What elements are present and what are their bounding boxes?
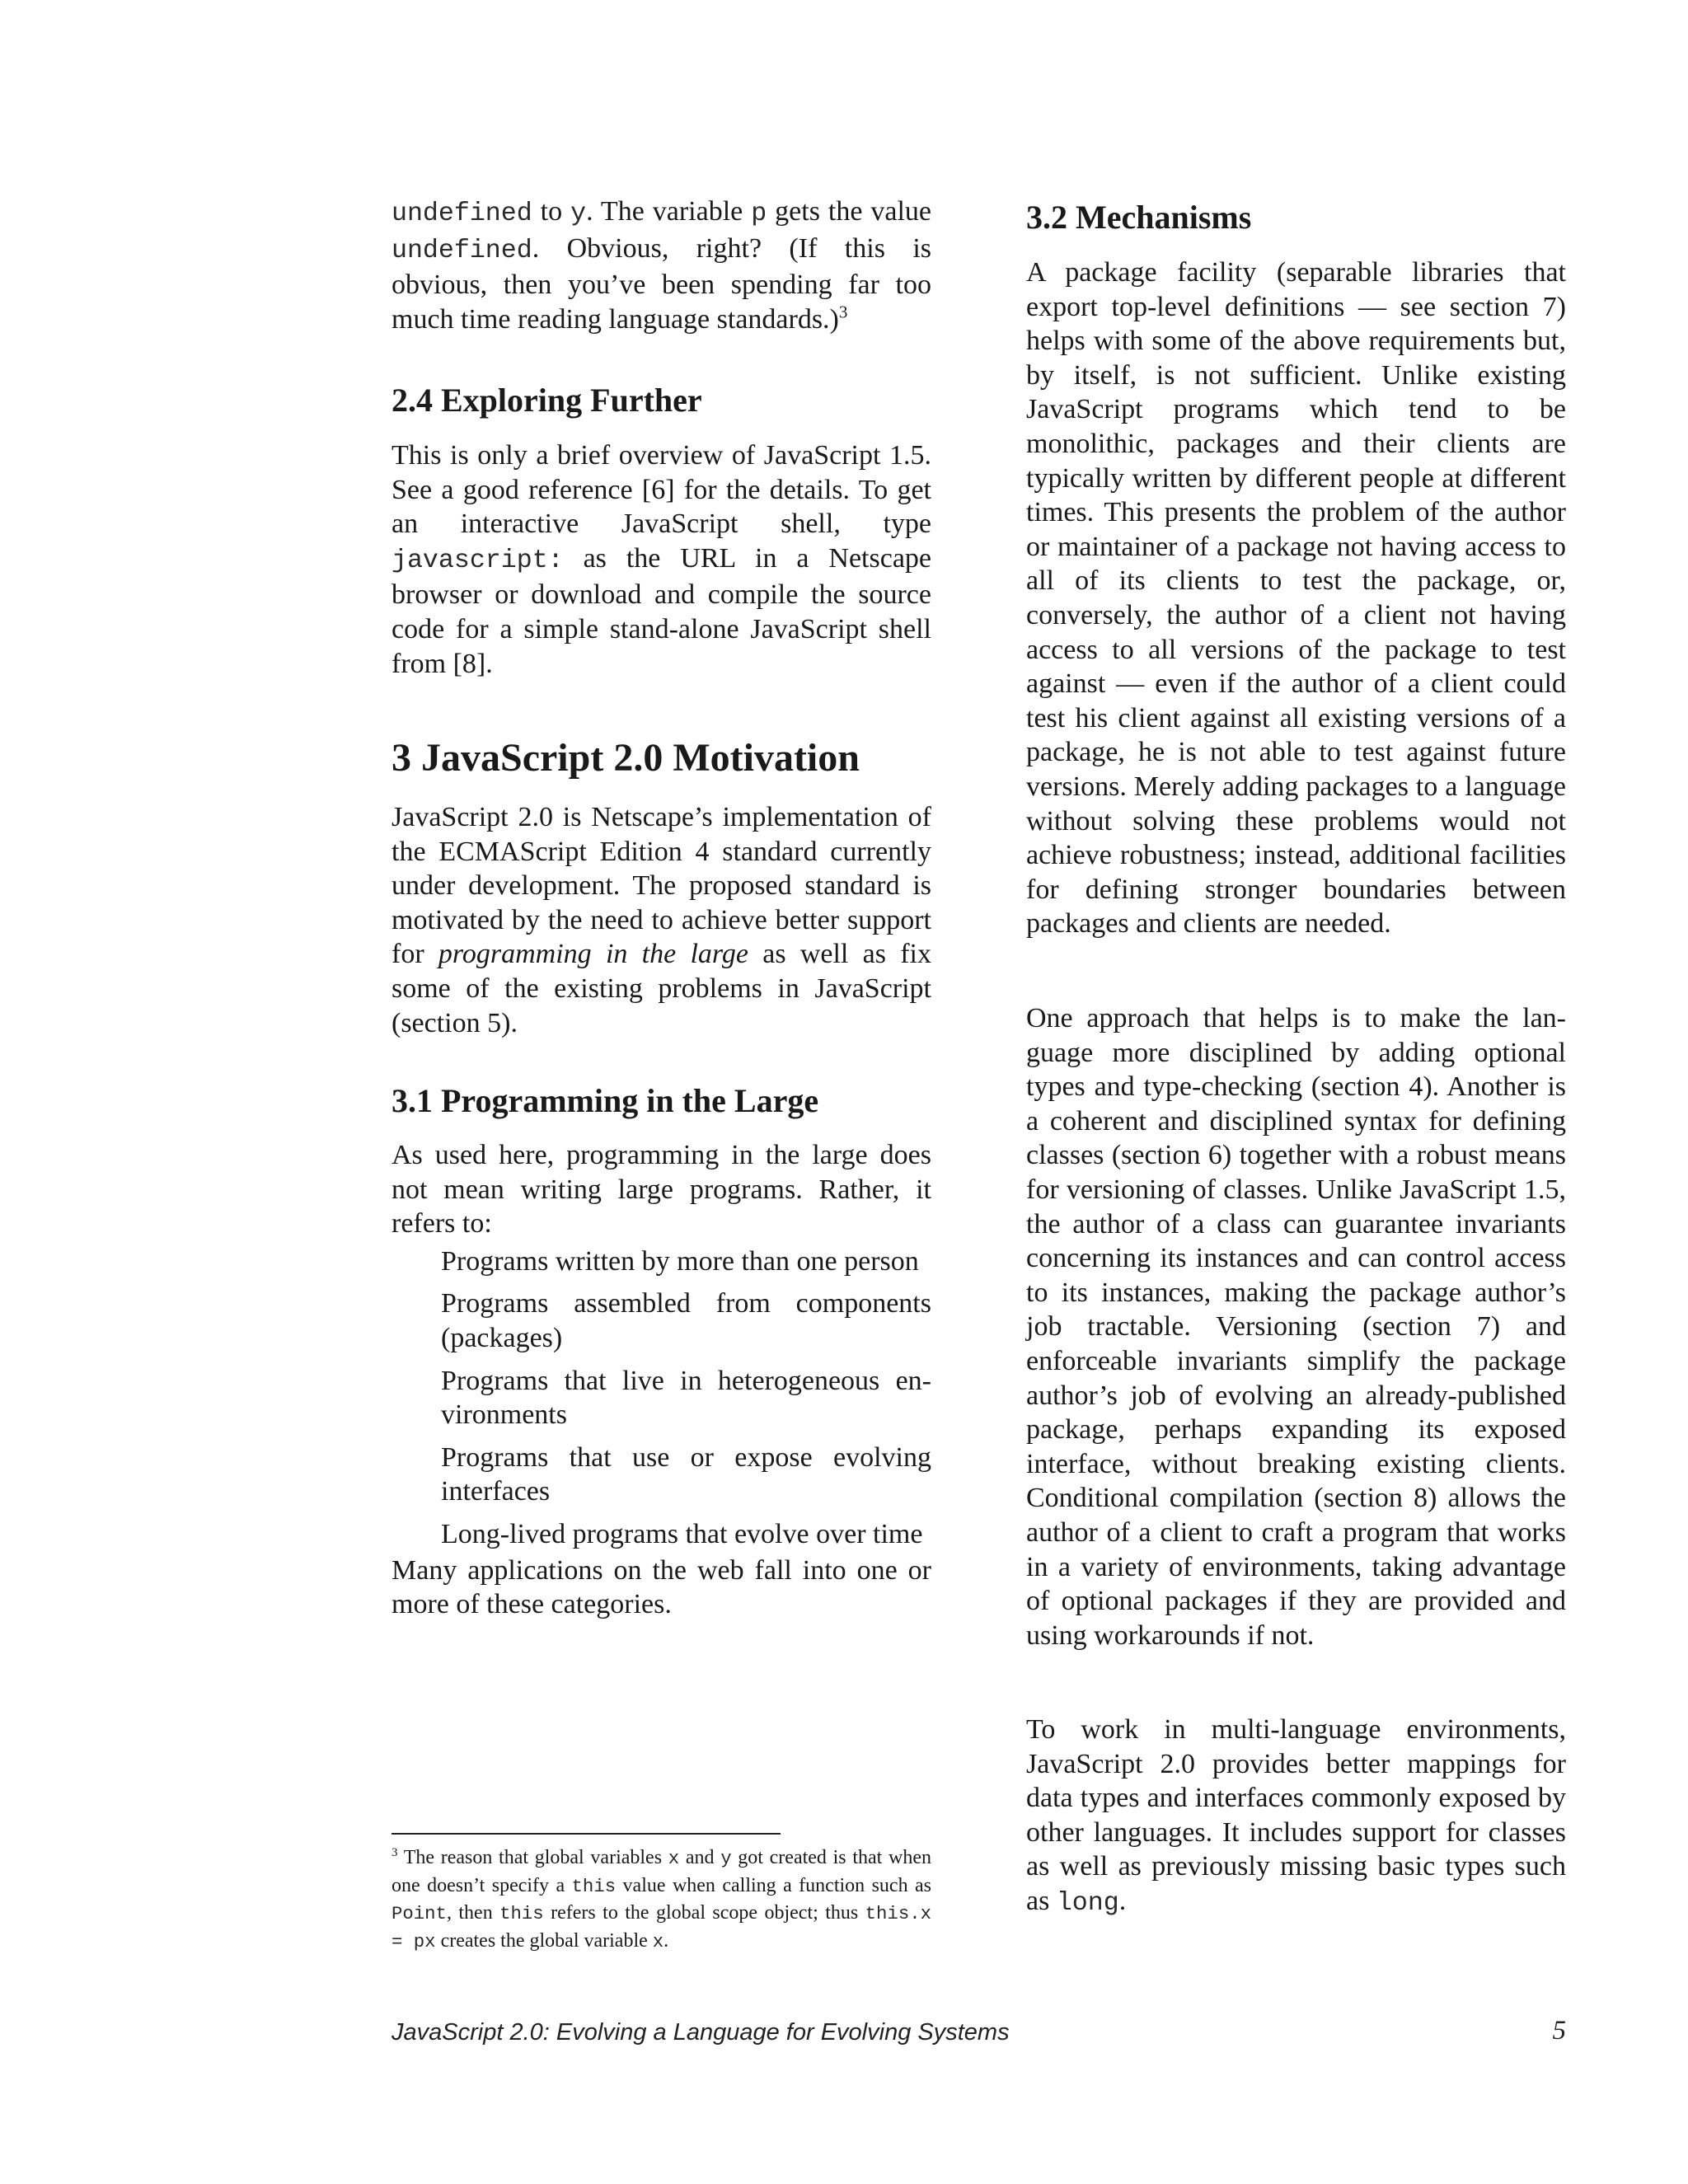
code-undefined: undefined: [392, 236, 532, 265]
footnote-divider: [392, 1833, 781, 1835]
section-3-1-outro: Many applications on the web fall into one or more of these categories.: [392, 1554, 931, 1620]
running-footer-title: JavaScript 2.0: Evolving a Language for Evolving Systems: [392, 2019, 1010, 2046]
footnote-number: 3: [392, 1846, 398, 1859]
section-3-2-paragraph-1: A package facility (separable libraries that export top-level definitions — see section 7) helps with some of the above requirements but, by itself, is not sufficient. Unlike existing JavaScript programs which tend to be monolithic, packages and their clients are typically written by different people at different times. This presents the problem of the author or maintainer of a package not having access to all of its clients to test the package, or, conversely, the author of a client not having access to all versions of the package to test against — even if the author of a client could test his client against all existing versions of a package, he is not able to test against future versions. Merely adding packages to a language without solving these problems would not achieve robustness; instead, additional facilities for defining stronger boundaries between packages and clients are needed.: [1026, 257, 1566, 940]
section-3-2-paragraph-3: To work in multi-language environments, JavaScript 2.0 provides better mappings for data types and interfaces commonly exposed by other languages. It includes support for classes as well as previously missing basic types such as long.: [1026, 1714, 1566, 1918]
section-2-4-paragraph: This is only a brief overview of JavaScript 1.5. See a good reference [6] for the details. To get an interactive JavaScript shell, type javascript: as the URL in a Netscape browser or download and compile the source code for a simple stand-alone JavaScript shell from [8].: [392, 440, 931, 679]
list-item: Long-lived programs that evolve over time: [441, 1518, 923, 1549]
section-3-heading: 3 JavaScript 2.0 Motivation: [392, 736, 860, 780]
section-3-2-paragraph-2: One approach that helps is to make the language more disciplined by adding optional types and type-checking (section 4). Another is a coherent and disciplined syntax for defining classes (section 6) together with a robust means for versioning of classes. Unlike JavaScript 1.5, the author of a class can guarantee invariants concerning its instances and can control access to its instances, making the package author’s job tractable. Versioning (section 7) and enforceable invariants simplify the package author’s job of evolving an already-published package, perhaps expanding its exposed interface, without breaking existing clients. Conditional compilation (section 8) allows the author of a client to craft a program that works in a variety of environments, taking advantage of optional packages if they are provided and using workarounds if not.: [1026, 1003, 1566, 1651]
section-3-1-intro: As used here, programming in the large does not mean writing large programs. Rather, it refers to:: [392, 1140, 931, 1240]
page-number: 5: [1552, 2016, 1566, 2046]
section-3-1-body: [392, 1138, 931, 1622]
code-y: y: [570, 199, 587, 228]
code-long: long: [1056, 1888, 1119, 1918]
footnote-3: $^3$ The reason that global variables x and y got created is that when one doesn’t specify a this value when calling a function such as Point, then this refers to the global scope object; thus this.x = px creates the global variable x.: [392, 1846, 932, 1952]
code-p: p: [751, 199, 767, 228]
requirements-list: [392, 1244, 931, 1552]
section-3-1-heading: 3.1 Programming in the Large: [392, 1082, 819, 1119]
intro-paragraph: undefined to y. The variable p gets the value undefined. Obvious, right? (If this is obvious, then you’ve been spending far too much time reading language standards.)$^3$: [392, 196, 932, 335]
emphasis-programming-in-the-large: programming in the large: [438, 939, 748, 970]
section-3-paragraph: JavaScript 2.0 is Netscape’s implementation of the ECMAScript Edition 4 standard currently under development. The proposed standard is motivated by the need to achieve better support for programming in the large as well as fix some of the existing problems in JavaScript (section 5).: [392, 802, 932, 1038]
section-2-4-heading: 2.4 Exploring Further: [392, 382, 702, 419]
list-item: Programs that live in heterogeneous environments: [441, 1365, 931, 1431]
list-item: Programs assembled from components (packages): [441, 1288, 931, 1353]
footnote-ref[interactable]: 3: [838, 302, 848, 322]
code-javascript-url: javascript:: [392, 546, 564, 575]
list-item: Programs written by more than one person: [441, 1245, 919, 1277]
list-item: Programs that use or expose evolving interfaces: [441, 1441, 931, 1507]
section-3-2-heading: 3.2 Mechanisms: [1026, 199, 1252, 236]
code-undefined: undefined: [392, 199, 532, 228]
